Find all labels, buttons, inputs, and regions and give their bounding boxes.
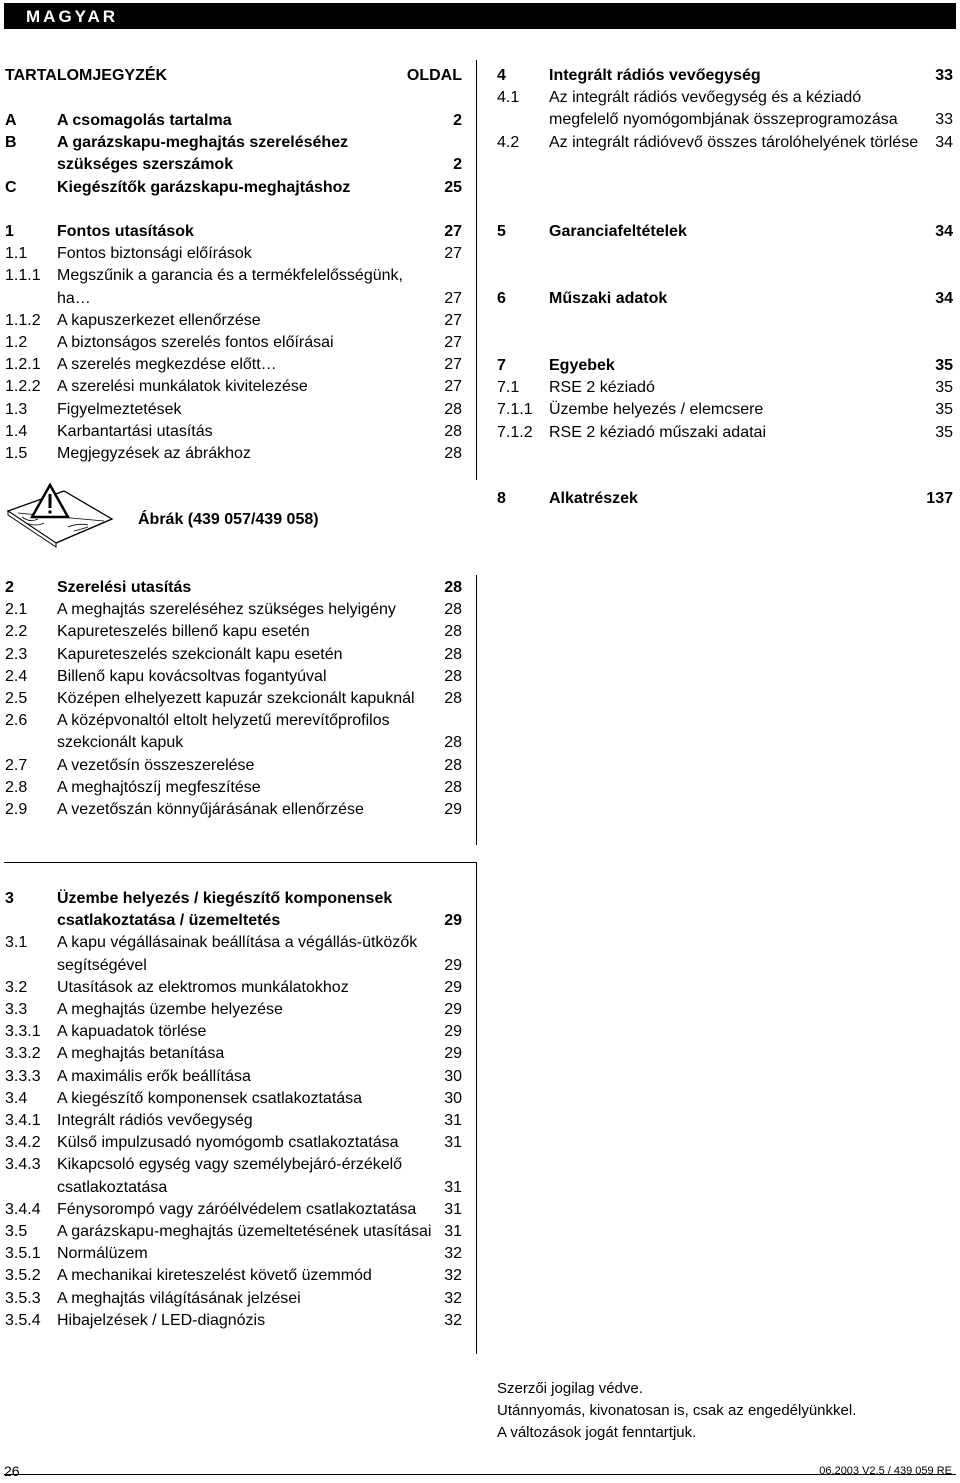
column-divider: [476, 575, 477, 845]
toc-entry-number: 2.8: [5, 778, 28, 796]
toc-entry-number: 1.5: [5, 445, 28, 463]
language-title: MAGYAR: [26, 7, 118, 26]
toc-entry-number: 3.5.1: [5, 1245, 41, 1263]
toc-entry-page: 27: [444, 311, 462, 329]
toc-entry: [5, 1154, 462, 1198]
toc-entry-page: 28: [444, 690, 462, 708]
toc-entry: [5, 1310, 462, 1332]
toc-entry-page: 28: [444, 623, 462, 641]
toc-entry-title: Normálüzem: [57, 1245, 148, 1263]
toc-entry: [5, 977, 462, 999]
toc-section-4: [497, 65, 953, 154]
toc-entry-title: A meghajtás betanítása: [57, 1045, 225, 1063]
toc-entry-title: A szerelés megkezdése előtt…: [57, 356, 277, 374]
section-divider: [4, 1474, 956, 1475]
toc-entry: [5, 1021, 462, 1043]
toc-entry-page: 33: [935, 67, 953, 84]
toc-entry: [5, 1066, 462, 1088]
toc-entry-title: Megjegyzések az ábrákhoz: [57, 445, 251, 463]
toc-section-2: [5, 577, 462, 821]
toc-entry-title: Külső impulzusadó nyomógomb csatlakoztatása: [57, 1134, 399, 1152]
toc-section-1: [5, 221, 462, 465]
toc-entry-title: Kapureteszelés billenő kapu esetén: [57, 623, 310, 641]
toc-entry-page: 31: [444, 1178, 462, 1196]
toc-entry-number: 7.1.2: [497, 423, 533, 441]
toc-entry-page: 29: [444, 801, 462, 819]
toc-entry: [5, 1243, 462, 1265]
toc-entry: [497, 355, 953, 377]
toc-entry-number: 3.4.3: [5, 1156, 41, 1174]
toc-entry-title: Garanciafeltételek: [549, 223, 687, 240]
toc-entry: [5, 755, 462, 777]
toc-entry-number: 2.4: [5, 667, 28, 685]
toc-entry-page: 30: [444, 1089, 462, 1107]
toc-entry-title: A garázskapu-meghajtás üzemeltetésének utasításai: [57, 1223, 432, 1241]
toc-entry: [5, 621, 462, 643]
toc-entry-title: A kapu végállásainak beállítása a végállás-ütközők segítségével: [57, 934, 418, 974]
toc-entry-title: Fénysorompó vagy záróélvédelem csatlakoztatása: [57, 1200, 417, 1218]
language-header-bar: [4, 3, 956, 29]
toc-entry-title: Integrált rádiós vevőegység: [57, 1112, 253, 1130]
toc-entry: [5, 888, 462, 932]
toc-entry-page: 28: [444, 579, 462, 596]
toc-entry-number: 6: [497, 290, 506, 307]
toc-entry-number: A: [5, 112, 17, 129]
toc-entry: [5, 644, 462, 666]
toc-entry-page: 28: [444, 667, 462, 685]
toc-entry-page: 31: [444, 1223, 462, 1241]
toc-entry: [5, 421, 462, 443]
toc-entry-number: 4: [497, 67, 506, 84]
toc-entry: [5, 443, 462, 465]
toc-entry: [5, 1110, 462, 1132]
toc-entry-page: 35: [935, 357, 953, 374]
toc-entry-page: 28: [444, 756, 462, 774]
toc-entry-title: A szerelési munkálatok kivitelezése: [57, 378, 308, 396]
toc-entry-number: 3.4.2: [5, 1134, 41, 1152]
toc-entry-title: A meghajtószíj megfeszítése: [57, 778, 261, 796]
toc-entry-number: 2.9: [5, 801, 28, 819]
toc-entry-title: Egyebek: [549, 357, 615, 374]
toc-entry: [5, 177, 462, 199]
toc-entry-number: 1.1.1: [5, 267, 41, 285]
toc-entry-title: A kapuadatok törlése: [57, 1023, 207, 1041]
toc-entry-title: A maximális erők beállítása: [57, 1067, 251, 1085]
toc-entry: [5, 221, 462, 243]
section-divider: [4, 862, 476, 863]
toc-entry: [5, 1043, 462, 1065]
toc-entry-title: A meghajtás üzembe helyezése: [57, 1001, 283, 1019]
toc-entry-number: 3.3.1: [5, 1023, 41, 1041]
toc-entry-page: 28: [444, 734, 462, 752]
toc-entry: [497, 488, 953, 510]
toc-entry: [497, 422, 953, 444]
toc-entry-number: 2.3: [5, 645, 28, 663]
toc-entry-page: 28: [444, 645, 462, 663]
toc-entry-page: 33: [935, 111, 953, 129]
toc-entry: [5, 688, 462, 710]
toc-entry-title: Szerelési utasítás: [57, 579, 192, 596]
toc-entry: [5, 399, 462, 421]
toc-entry-title: Integrált rádiós vevőegység: [549, 67, 761, 84]
toc-entry-number: 2.7: [5, 756, 28, 774]
column-divider: [476, 862, 477, 1354]
toc-section-5: [497, 221, 953, 243]
toc-entry-page: 25: [444, 178, 462, 196]
toc-entry-title: A kiegészítő komponensek csatlakoztatása: [57, 1089, 363, 1107]
toc-entry-number: 2.2: [5, 623, 28, 641]
toc-entry-title: Kikapcsoló egység vagy személybejáró-érzékelő csatlakoztatása: [57, 1156, 403, 1196]
toc-entry-title: A középvonaltól eltolt helyzetű merevítőprofilos szekcionált kapuk: [57, 712, 390, 752]
toc-entry: [5, 110, 462, 132]
toc-entry-number: 3.5.2: [5, 1267, 41, 1285]
toc-entry-number: 7: [497, 357, 506, 374]
toc-entry-page: 28: [444, 445, 462, 463]
toc-entry: [5, 1288, 462, 1310]
toc-entry: [5, 310, 462, 332]
toc-entry-number: 1.2.1: [5, 356, 41, 374]
toc-entry: [5, 1132, 462, 1154]
toc-entry: [5, 243, 462, 265]
toc-entry: [5, 1265, 462, 1287]
toc-entry-page: 29: [444, 912, 462, 930]
toc-entry-page: 35: [935, 379, 953, 397]
toc-entry-number: 1.1.2: [5, 311, 41, 329]
toc-entry-number: 1.2.2: [5, 378, 41, 396]
toc-entry-number: 3.4: [5, 1089, 28, 1107]
toc-entry-number: 1.1: [5, 245, 28, 263]
toc-entry-number: 3.5.4: [5, 1311, 41, 1329]
document-code: 06.2003 V2.5 / 439 059 RE: [819, 1465, 952, 1477]
copyright-line-3: A változások jogát fenntartjuk.: [497, 1424, 697, 1441]
toc-entry: [5, 265, 462, 309]
toc-entry-number: 8: [497, 490, 506, 507]
toc-entry-title: A meghajtás világításának jelzései: [57, 1289, 301, 1307]
toc-entry-number: 2.6: [5, 712, 28, 730]
toc-entry-title: Az integrált rádióvevő összes tárolóhelyének törlése: [549, 133, 919, 151]
toc-entry-number: 1.2: [5, 334, 28, 352]
toc-entry-number: 3: [5, 890, 14, 907]
toc-section-6: [497, 288, 953, 310]
toc-entry-page: 35: [935, 401, 953, 419]
toc-entry-number: 3.3: [5, 1001, 28, 1019]
toc-entry-number: 1.3: [5, 400, 28, 418]
toc-entry-title: Műszaki adatok: [549, 290, 668, 307]
toc-entry-title: Fontos biztonsági előírások: [57, 245, 252, 263]
toc-entry: [5, 132, 462, 176]
toc-entry-title: Kapureteszelés szekcionált kapu esetén: [57, 645, 343, 663]
toc-entry-page: 28: [444, 422, 462, 440]
toc-entry-page: 28: [444, 601, 462, 619]
toc-entry-title: A mechanikai kireteszelést követő üzemmód: [57, 1267, 372, 1285]
toc-entry-number: 3.4.1: [5, 1112, 41, 1130]
toc-entry-number: 7.1.1: [497, 401, 533, 419]
toc-entry-page: 34: [935, 223, 953, 240]
toc-entry-title: Utasítások az elektromos munkálatokhoz: [57, 978, 349, 996]
toc-entry-title: A csomagolás tartalma: [57, 112, 232, 129]
toc-entry-page: 31: [444, 1200, 462, 1218]
toc-entry: [5, 932, 462, 976]
toc-entry: [5, 354, 462, 376]
toc-entry-title: A vezetősín összeszerelése: [57, 756, 255, 774]
toc-entry: [5, 1221, 462, 1243]
toc-entry-title: Figyelmeztetések: [57, 400, 182, 418]
toc-entry-title: Billenő kapu kovácsoltvas fogantyúval: [57, 667, 327, 685]
toc-entry-title: Karbantartási utasítás: [57, 422, 213, 440]
toc-entry-number: 2.5: [5, 690, 28, 708]
toc-entry-page: 27: [444, 245, 462, 263]
toc-entry-title: Üzembe helyezés / elemcsere: [549, 401, 764, 419]
toc-entry: [5, 1199, 462, 1221]
toc-title: TARTALOMJEGYZÉK: [5, 67, 168, 84]
toc-entry-title: Hibajelzések / LED-diagnózis: [57, 1311, 266, 1329]
toc-entry: [5, 332, 462, 354]
figure-reference: [4, 483, 464, 553]
page-number: 26: [4, 1463, 20, 1479]
toc-entry-number: 4.1: [497, 89, 520, 107]
toc-entry-page: 32: [444, 1311, 462, 1329]
toc-entry-number: 1.4: [5, 422, 28, 440]
toc-entry-page: 2: [453, 156, 462, 174]
toc-entry-title: RSE 2 kéziadó: [549, 379, 655, 397]
toc-entry: [5, 1088, 462, 1110]
toc-entry-title: A meghajtás szereléséhez szükséges helyigény: [57, 601, 396, 619]
toc-entry: [497, 377, 953, 399]
toc-entry-page: 27: [444, 356, 462, 374]
toc-entry-number: 3.5: [5, 1223, 28, 1241]
toc-entry-title: A kapuszerkezet ellenőrzése: [57, 311, 261, 329]
toc-entry-number: C: [5, 178, 17, 196]
toc-entry-page: 137: [926, 490, 953, 507]
toc-entry-page: 29: [444, 956, 462, 974]
toc-section-7: [497, 355, 953, 444]
toc-entry-number: 3.1: [5, 934, 28, 952]
toc-entry-page: 29: [444, 978, 462, 996]
toc-entry-title: Alkatrészek: [549, 490, 638, 507]
toc-entry-page: 2: [453, 112, 462, 129]
toc-entry-page: 31: [444, 1112, 462, 1130]
toc-entry: [5, 777, 462, 799]
toc-section-a: [5, 110, 462, 199]
toc-entry-title: Kiegészítők garázskapu-meghajtáshoz: [57, 178, 351, 196]
toc-entry-number: 4.2: [497, 133, 520, 151]
toc-entry-page: 29: [444, 1023, 462, 1041]
toc-entry-title: A garázskapu-meghajtás szereléséhez szükséges szerszámok: [57, 134, 349, 174]
toc-entry-number: 3.5.3: [5, 1289, 41, 1307]
toc-entry: [497, 65, 953, 87]
toc-entry-number: 3.2: [5, 978, 28, 996]
toc-entry: [497, 132, 953, 154]
toc-entry-number: 2.1: [5, 601, 28, 619]
toc-entry-number: 3.4.4: [5, 1200, 41, 1218]
copyright-line-1: Szerzői jogilag védve.: [497, 1380, 643, 1397]
toc-entry-title: A vezetőszán könnyűjárásának ellenőrzése: [57, 801, 364, 819]
toc-section-8: [497, 488, 953, 510]
toc-entry-page: 28: [444, 778, 462, 796]
toc-entry-number: 3.3.3: [5, 1067, 41, 1085]
toc-entry-title: Az integrált rádiós vevőegység és a kéziadó megfelelő nyomógombjának összeprogramozása: [549, 89, 898, 129]
toc-entry-page: 27: [444, 378, 462, 396]
toc-section-3: [5, 888, 462, 1332]
toc-entry-number: 5: [497, 223, 506, 240]
toc-entry-page: 27: [444, 223, 462, 240]
toc-entry-title: A biztonságos szerelés fontos előírásai: [57, 334, 334, 352]
toc-entry-number: B: [5, 134, 17, 152]
toc-entry: [5, 799, 462, 821]
toc-entry-page: 29: [444, 1001, 462, 1019]
toc-entry-page: 32: [444, 1289, 462, 1307]
toc-entry-page: 35: [935, 423, 953, 441]
toc-entry: [5, 999, 462, 1021]
toc-entry: [497, 399, 953, 421]
toc-entry-title: RSE 2 kéziadó műszaki adatai: [549, 423, 766, 441]
toc-entry-page: 32: [444, 1245, 462, 1263]
column-divider: [476, 60, 477, 480]
toc-entry: [497, 221, 953, 243]
toc-entry-number: 1: [5, 223, 14, 240]
toc-entry-page: 27: [444, 334, 462, 352]
toc-entry-page: 27: [444, 289, 462, 307]
toc-entry-page: 28: [444, 400, 462, 418]
toc-entry-page: 34: [935, 290, 953, 307]
toc-entry-page: 30: [444, 1067, 462, 1085]
figure-label: Ábrák (439 057/439 058): [138, 511, 319, 528]
toc-entry-page: 32: [444, 1267, 462, 1285]
warning-manual-icon: [4, 483, 116, 553]
toc-page-label: OLDAL: [406, 67, 462, 84]
toc-entry-page: 34: [935, 133, 953, 151]
toc-entry-number: 3.3.2: [5, 1045, 41, 1063]
copyright-note: [497, 1378, 856, 1444]
toc-entry-page: 31: [444, 1134, 462, 1152]
toc-entry-number: 2: [5, 579, 14, 596]
toc-entry: [5, 577, 462, 599]
toc-entry-title: Megszűnik a garancia és a termékfelelősségünk, ha…: [57, 267, 403, 307]
toc-entry-number: 7.1: [497, 379, 520, 397]
toc-entry: [497, 87, 953, 131]
toc-entry-title: Középen elhelyezett kapuzár szekcionált kapuknál: [57, 690, 415, 708]
toc-entry: [497, 288, 953, 310]
toc-entry: [5, 599, 462, 621]
toc-entry: [5, 666, 462, 688]
toc-entry-title: Üzembe helyezés / kiegészítő komponensek csatlakoztatása / üzemeltetés: [57, 890, 393, 930]
toc-entry: [5, 376, 462, 398]
toc-entry-page: 29: [444, 1045, 462, 1063]
copyright-line-2: Utánnyomás, kivonatosan is, csak az engedélyünkkel.: [497, 1402, 857, 1419]
toc-entry: [5, 710, 462, 754]
toc-header: [5, 65, 462, 87]
toc-entry-title: Fontos utasítások: [57, 223, 194, 240]
